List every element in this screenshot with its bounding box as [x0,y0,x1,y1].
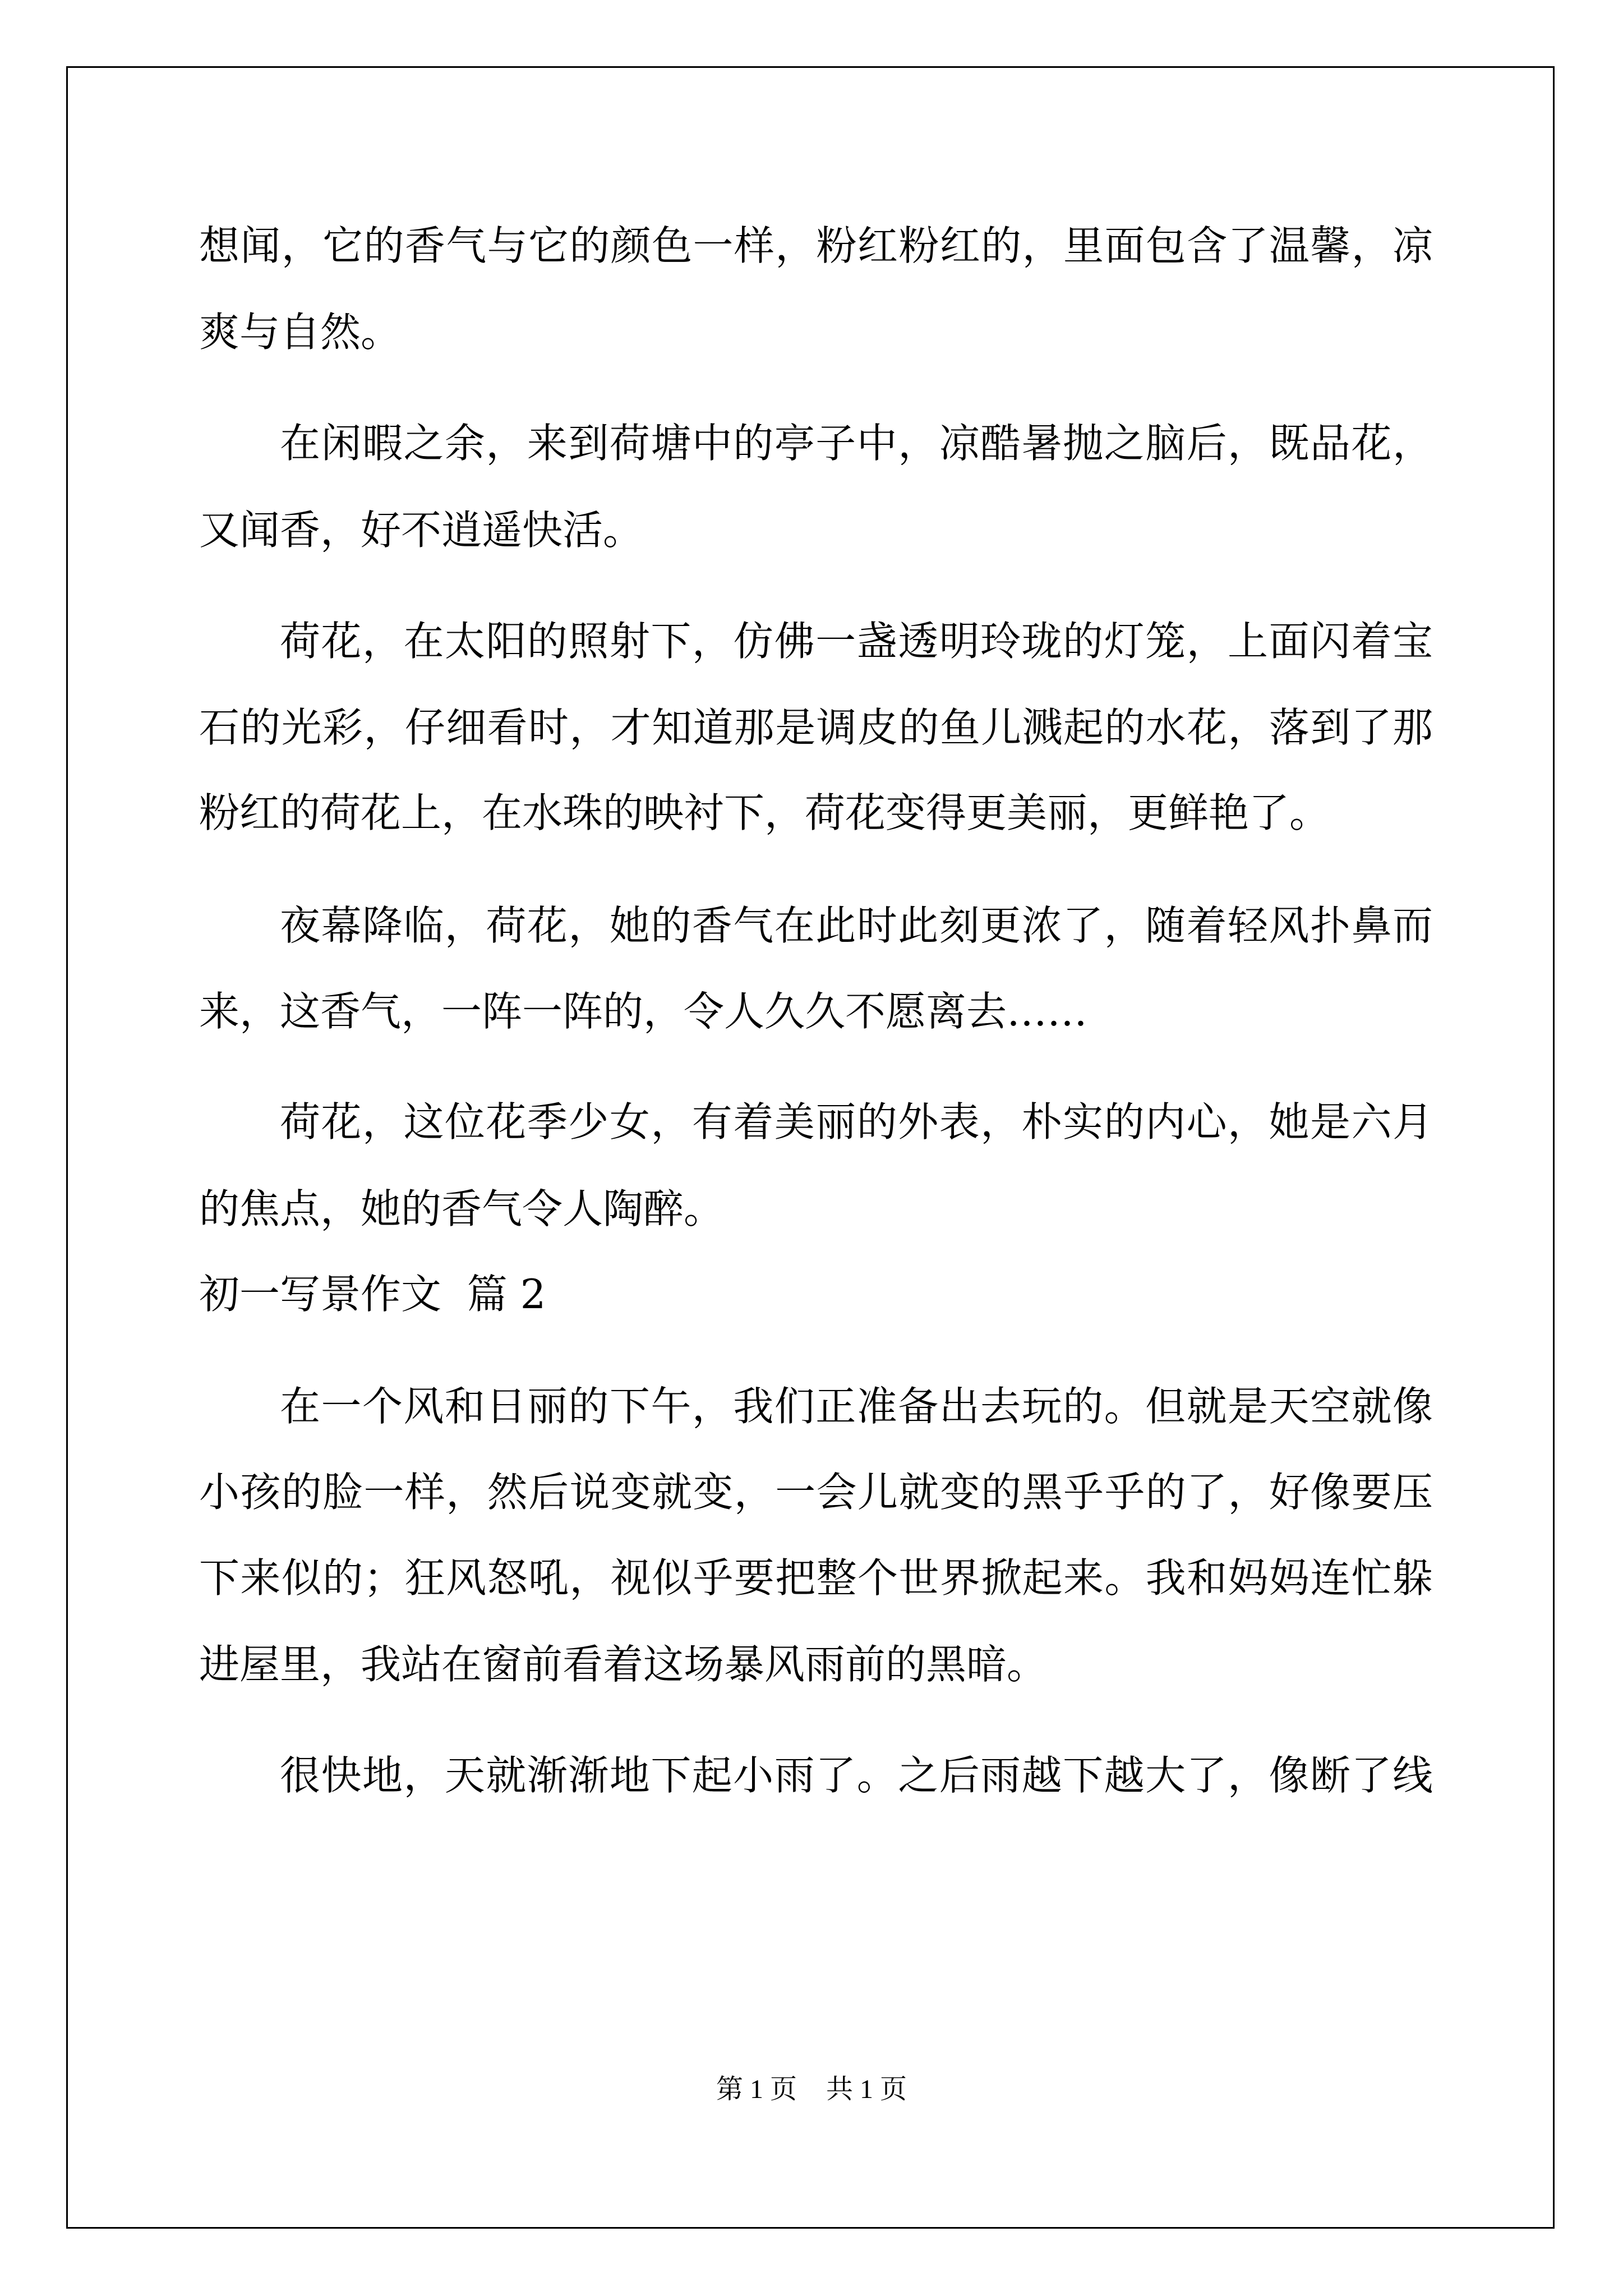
paragraph-line: 进屋里，我站在窗前看着这场暴风雨前的黑暗。 [199,1641,1048,1688]
paragraph-line: 荷花，这位花季少女，有着美丽的外表，朴实的内心，她是六月 [280,1098,1433,1145]
paragraph-line: 下来似的；狂风怒吼，视似乎要把整个世界掀起来。我和妈妈连忙躲 [199,1554,1433,1602]
paragraph-line: 来，这香气，一阵一阵的，令人久久不愿离去…… [199,988,1088,1035]
paragraph-line: 想闻，它的香气与它的颜色一样，粉红粉红的，里面包含了温馨，凉 [199,222,1433,269]
paragraph-line: 夜幕降临，荷花，她的香气在此时此刻更浓了，随着轻风扑鼻而 [280,902,1433,949]
page-total: 共 1 页 [826,2074,907,2104]
paragraph-line: 很快地，天就渐渐地下起小雨了。之后雨越下越大了，像断了线 [280,1752,1433,1799]
page-number: 第 1 页 [716,2074,797,2104]
paragraph-line: 荷花，在太阳的照射下，仿佛一盏透明玲珑的灯笼，上面闪着宝 [280,618,1433,665]
section-heading: 初一写景作文 篇 2 [199,1271,546,1318]
page-border [66,66,1555,2229]
paragraph-line: 粉红的荷花上，在水珠的映衬下，荷花变得更美丽，更鲜艳了。 [199,789,1330,836]
paragraph-line: 的焦点，她的香气令人陶醉。 [199,1185,725,1232]
paragraph-line: 在一个风和日丽的下午，我们正准备出去玩的。但就是天空就像 [280,1383,1433,1430]
paragraph-line: 小孩的脸一样，然后说变就变，一会儿就变的黑乎乎的了，好像要压 [199,1469,1433,1516]
paragraph-line: 又闻香，好不逍遥快活。 [199,507,644,554]
paragraph-line: 在闲暇之余，来到荷塘中的亭子中，凉酷暑抛之脑后，既品花， [280,420,1433,467]
paragraph-line: 石的光彩，仔细看时，才知道那是调皮的鱼儿溅起的水花，落到了那 [199,704,1433,751]
paragraph-line: 爽与自然。 [199,309,402,356]
page-footer [0,2073,1623,2106]
